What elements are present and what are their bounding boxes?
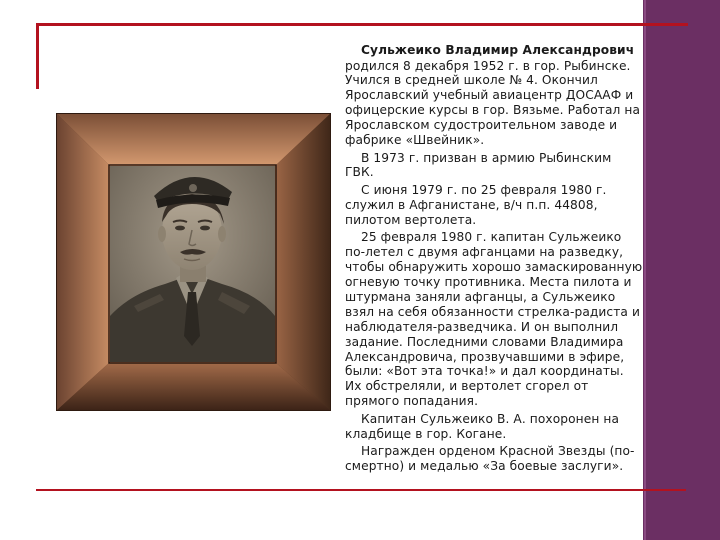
- bio-paragraph-burial: Капитан Сульжеико В. А. похоронен на кладбище в гор. Когане.: [345, 411, 620, 441]
- portrait-photo: [110, 166, 275, 362]
- decorative-side-band: [643, 0, 720, 540]
- portrait-illustration: [110, 166, 275, 362]
- top-divider: [36, 23, 688, 26]
- person-name-heading: Сульжеико Владимир Александрович: [361, 43, 635, 57]
- side-band-line: [644, 0, 646, 540]
- bottom-divider: [36, 489, 686, 491]
- bio-paragraph-service: С июня 1979 г. по 25 февраля 1980 г. служил в Афганистане, в/ч п.п. 44808, пилотом вертолета.: [345, 182, 607, 227]
- biography-text: [345, 43, 643, 477]
- bio-paragraph-draft: В 1973 г. призван в армию Рыбинским ГВК.: [345, 150, 612, 180]
- bio-paragraph-mission: 25 февраля 1980 г. капитан Сульжеико по-летел с двумя афганцами на разведку, чтобы обнаружить хорошо замаскированную огневую точку противника. Места пилота и штурмана заняли афганцы, а Сульжеико взял на себя обязанности стрелка-радиста и наблюдателя-разведчика. И он выполнил задание. Последними словами Владимира Александровича, прозвучавшими в эфире, были: «Вот эта точка!» и дал координаты. Их обстреляли, и вертолет сгорел от прямого попадания.: [345, 230, 643, 409]
- corner-tick: [36, 23, 39, 89]
- bio-paragraph-birth: родился 8 декабря 1952 г. в гор. Рыбинске. Учился в средней школе № 4. Окончил Ярославский учебный авиацентр ДОСААФ и офицерские курсы в гор. Вязьме. Работал на Ярославском судостроительном заводе и фабрике «Швейник».: [345, 58, 641, 148]
- bio-paragraph-awards: Награжден орденом Красной Звезды (по-смертно) и медалью «За боевые заслуги».: [345, 444, 635, 474]
